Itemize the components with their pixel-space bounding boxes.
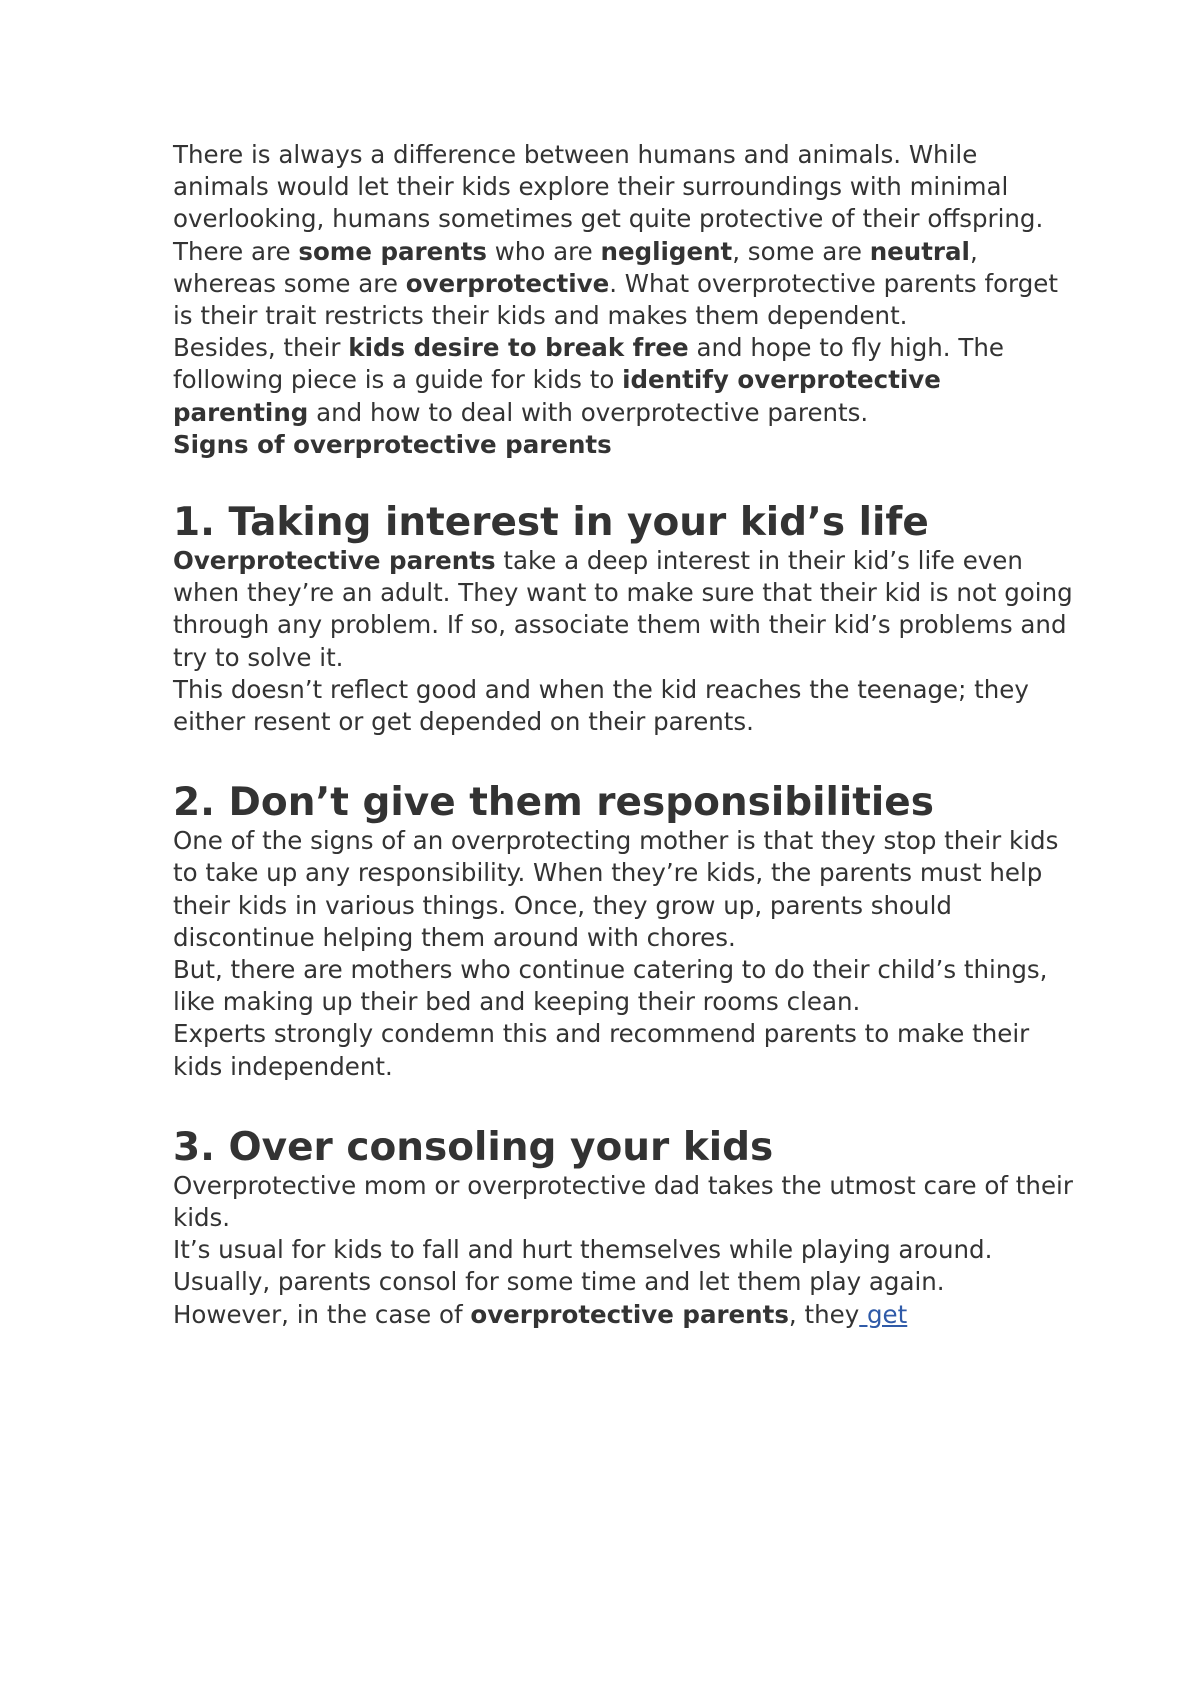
bold-identify-parenting: identify overprotective parenting xyxy=(173,365,941,427)
bold-negligent: negligent xyxy=(600,236,733,266)
section-3-paragraph-3: Usually, parents consol for some time and let them play again. xyxy=(173,1267,945,1297)
section-2-paragraph-1: One of the signs of an overprotecting mother is that they stop their kids to take up any responsibility. When they’re kids, the parents must help their kids in various things. Once, they grow up, parents should discontinue helping them around with chores. xyxy=(173,826,1059,952)
text-span: , whereas some are xyxy=(173,236,978,298)
section-heading-2: 2. Don’t give them responsibilities xyxy=(173,780,934,826)
section-2-paragraph-2: But, there are mothers who continue catering to do their child’s things, like making up their bed and keeping their rooms clean. xyxy=(173,955,1048,1017)
text-span: Besides, their xyxy=(173,333,349,363)
bold-some-parents: some parents xyxy=(298,236,487,266)
section-1-paragraph-2: This doesn’t reflect good and when the kid reaches the teenage; they either resent or get depended on their parents. xyxy=(173,674,1029,737)
text-span: . What overprotective parents forget is their trait restricts their kids and makes them dependent. xyxy=(173,268,1058,331)
section-heading-1: 1. Taking interest in your kid’s life xyxy=(173,500,929,546)
text-span: who are xyxy=(486,236,601,266)
signs-label: Signs of overprotective parents xyxy=(173,429,612,459)
bold-overprotective: overprotective xyxy=(405,268,610,298)
section-3-paragraph-4 xyxy=(173,1299,1073,1331)
text-span: and how to deal with overprotective parents. xyxy=(308,397,869,427)
intro-paragraph-2 xyxy=(173,236,1073,333)
get-link[interactable]: get xyxy=(859,1299,908,1329)
text-span: , they xyxy=(788,1299,860,1329)
text-span: , some are xyxy=(732,236,870,266)
bold-neutral: neutral xyxy=(869,236,970,266)
section-3-paragraph-1: Overprotective mom or overprotective dad takes the utmost care of their kids. xyxy=(173,1170,1073,1233)
bold-overprotective-parents: overprotective parents xyxy=(470,1299,789,1329)
text-span: However, in the case of xyxy=(173,1299,471,1329)
text-span: take a deep interest in their kid’s life even when they’re an adult. They want to make sure that their kid is not going through any problem. If so, associate them with their kid’s problems and try to solve it. xyxy=(173,546,1073,672)
document-page xyxy=(173,139,1073,1331)
intro-paragraph-1: There is always a difference between humans and animals. While animals would let their kids explore their surroundings with minimal overlooking, humans sometimes get quite protective of their offspring. xyxy=(173,140,1044,234)
text-span: and hope to fly high. The following piece is a guide for kids to xyxy=(173,333,1004,395)
section-1-paragraph-1 xyxy=(173,545,1073,674)
bold-overprotective-parents: Overprotective parents xyxy=(173,546,496,576)
section-heading-3: 3. Over consoling your kids xyxy=(173,1124,774,1170)
intro-paragraph-3 xyxy=(173,332,1073,429)
text-span: There are xyxy=(173,236,299,266)
section-3-paragraph-2: It’s usual for kids to fall and hurt themselves while playing around. xyxy=(173,1235,993,1265)
bold-kids-desire: kids desire to break free xyxy=(348,333,689,363)
section-2-paragraph-3: Experts strongly condemn this and recommend parents to make their kids independent. xyxy=(173,1019,1030,1081)
